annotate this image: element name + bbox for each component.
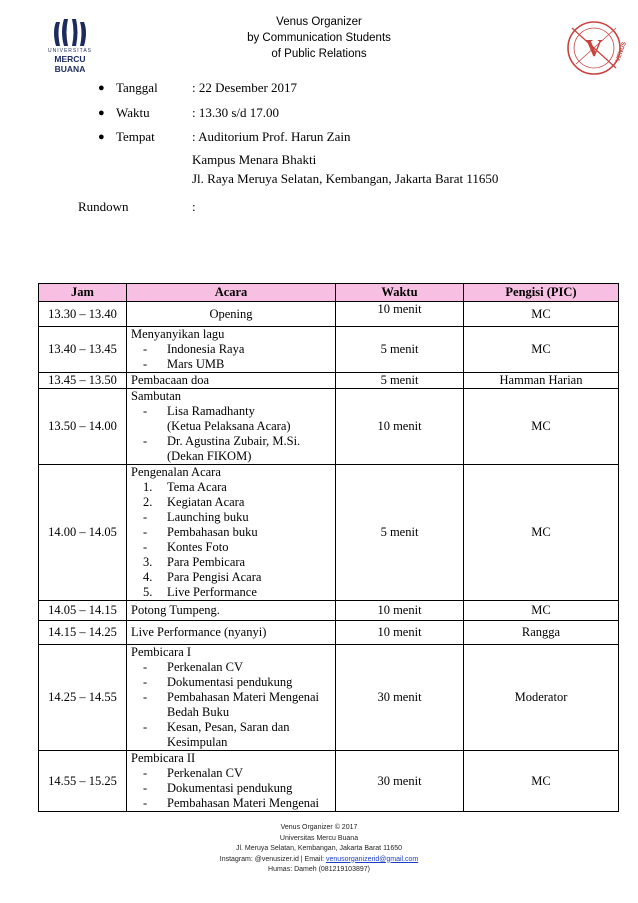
info-label: Tempat	[116, 129, 155, 144]
list-item: - Kontes Foto	[143, 540, 229, 554]
list-item: 5. Live Performance	[143, 585, 257, 599]
info-value: : Auditorium Prof. Harun Zain	[192, 129, 351, 144]
header-line-3: of Public Relations	[271, 48, 367, 60]
cell-jam: 13.30 – 13.40	[39, 302, 127, 327]
cell-acara: Pembacaan doa	[127, 373, 336, 389]
header-line-1: Venus Organizer	[276, 16, 362, 28]
table-row	[39, 327, 619, 373]
cell-jam: 14.55 – 15.25	[39, 751, 127, 812]
list-item: 4. Para Pengisi Acara	[143, 570, 262, 584]
cell-acara	[127, 389, 336, 465]
cell-waktu: 10 menit	[336, 302, 464, 327]
list-item: 3. Para Pembicara	[143, 555, 246, 569]
header-jam: Jam	[39, 284, 127, 302]
table-row	[39, 601, 619, 621]
footer-line-4: Instagram: @venusizer.id | Email: venusorganizerid@gmail.com	[219, 855, 419, 863]
cell-waktu: 5 menit	[336, 327, 464, 373]
cell-pic: MC	[464, 465, 619, 601]
list-item: - Mars UMB	[143, 357, 225, 371]
cell-acara: Potong Tumpeng.	[127, 601, 336, 621]
document-header	[0, 14, 638, 62]
cell-pic: MC	[464, 751, 619, 812]
cell-acara	[127, 751, 336, 812]
venus-logo-text: VENUS	[615, 41, 628, 63]
cell-pic: MC	[464, 601, 619, 621]
venus-logo-letter: V	[585, 36, 603, 62]
bullet-icon: ●	[98, 107, 105, 119]
cell-waktu: 30 menit	[336, 751, 464, 812]
cell-acara	[127, 465, 336, 601]
bullet-icon: ●	[98, 82, 105, 94]
list-item: - Lisa Ramadhanty (Ketua Pelaksana Acara)	[143, 404, 291, 433]
table-row	[39, 373, 619, 389]
document-footer	[0, 823, 638, 876]
info-value: : 22 Desember 2017	[192, 80, 298, 95]
cell-pic: MC	[464, 389, 619, 465]
cell-pic: Hamman Harian	[464, 373, 619, 389]
list-item: 1. Tema Acara	[143, 480, 227, 494]
cell-jam: 13.50 – 14.00	[39, 389, 127, 465]
cell-jam: 14.25 – 14.55	[39, 645, 127, 751]
cell-pic: Moderator	[464, 645, 619, 751]
header-line-2: by Communication Students	[247, 32, 391, 44]
header-waktu: Waktu	[336, 284, 464, 302]
cell-acara	[127, 645, 336, 751]
footer-line-5: Humas: Dameh (081219103897)	[268, 866, 370, 873]
cell-jam: 14.00 – 14.05	[39, 465, 127, 601]
footer-line-1: Venus Organizer © 2017	[280, 824, 358, 831]
acara-title: Menyanyikan lagu	[131, 327, 225, 341]
cell-pic: MC	[464, 327, 619, 373]
cell-jam: 14.15 – 14.25	[39, 621, 127, 645]
footer-line-3: Jl. Meruya Selatan, Kembangan, Jakarta Barat 11650	[235, 845, 403, 852]
header-pic: Pengisi (PIC)	[464, 284, 619, 302]
table-row	[39, 621, 619, 645]
table-row	[39, 302, 619, 327]
info-label: Tanggal	[116, 80, 158, 95]
info-label: Waktu	[116, 105, 150, 120]
cell-jam: 13.40 – 13.45	[39, 327, 127, 373]
acara-title: Sambutan	[131, 389, 181, 403]
cell-jam: 14.05 – 14.15	[39, 601, 127, 621]
rundown-table	[38, 283, 619, 812]
list-item: 2. Kegiatan Acara	[143, 495, 245, 509]
list-item: - Kesan, Pesan, Saran dan Kesimpulan	[143, 720, 290, 749]
acara-title: Pembicara II	[131, 751, 196, 765]
cell-waktu: 5 menit	[336, 465, 464, 601]
logo-caption-small: UNIVERSITAS	[48, 48, 92, 54]
list-item: - Indonesia Raya	[143, 342, 245, 356]
table-header-row	[39, 284, 619, 302]
cell-waktu: 10 menit	[336, 621, 464, 645]
footer-line-2: Universitas Mercu Buana	[279, 834, 359, 842]
list-item: - Dokumentasi pendukung	[143, 781, 293, 795]
cell-pic: Rangga	[464, 621, 619, 645]
acara-title: Pengenalan Acara	[131, 465, 221, 479]
cell-waktu: 30 menit	[336, 645, 464, 751]
cell-acara: Opening	[127, 302, 336, 327]
venus-logo	[562, 18, 628, 80]
header-acara: Acara	[127, 284, 336, 302]
table-row	[39, 645, 619, 751]
cell-acara: Live Performance (nyanyi)	[127, 621, 336, 645]
rundown-colon: :	[192, 199, 196, 214]
table-row	[39, 465, 619, 601]
acara-title: Pembicara I	[131, 645, 192, 659]
rundown-label: Rundown	[78, 199, 129, 214]
cell-jam: 13.45 – 13.50	[39, 373, 127, 389]
cell-pic: MC	[464, 302, 619, 327]
logo-caption-large: MERCU BUANA	[54, 54, 86, 74]
list-item: - Pembahasan buku	[143, 525, 258, 539]
info-value: : 13.30 s/d 17.00	[192, 105, 280, 120]
cell-waktu: 5 menit	[336, 373, 464, 389]
cell-acara	[127, 327, 336, 373]
bullet-icon: ●	[98, 131, 105, 143]
list-item: - Pembahasan Materi Mengenai	[143, 796, 320, 810]
list-item: - Pembahasan Materi Mengenai Bedah Buku	[143, 690, 320, 719]
list-item: - Dr. Agustina Zubair, M.Si. (Dekan FIKOM)	[143, 434, 301, 463]
table-row	[39, 389, 619, 465]
venus-emblem-icon	[562, 18, 628, 80]
table-row	[39, 751, 619, 812]
cell-waktu: 10 menit	[336, 601, 464, 621]
cell-waktu: 10 menit	[336, 389, 464, 465]
footer-email-link[interactable]: venusorganizerid@gmail.com	[325, 855, 419, 863]
list-item: - Launching buku	[143, 510, 249, 524]
list-item: - Perkenalan CV	[143, 766, 244, 780]
list-item: - Dokumentasi pendukung	[143, 675, 293, 689]
list-item: - Perkenalan CV	[143, 660, 244, 674]
